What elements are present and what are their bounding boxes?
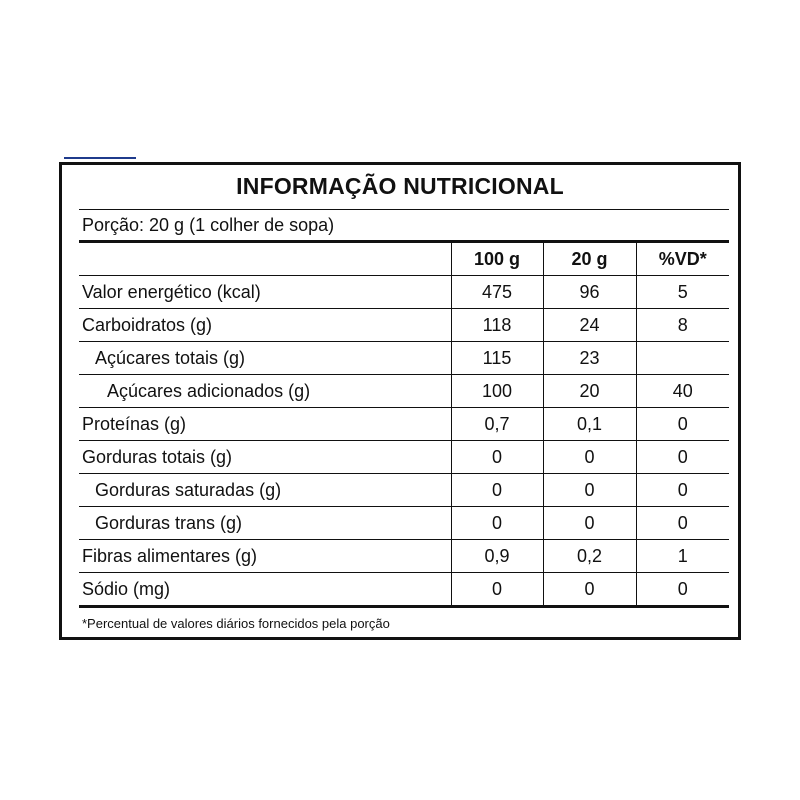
value-100g: 0 (451, 573, 543, 607)
nutrient-name: Carboidratos (g) (79, 309, 451, 342)
nutrition-label (59, 162, 741, 640)
nutrient-name: Sódio (mg) (79, 573, 451, 607)
value-vd: 0 (636, 573, 729, 607)
portion-size: Porção: 20 g (1 colher de sopa) (79, 209, 729, 243)
nutrient-name: Gorduras totais (g) (79, 441, 451, 474)
value-20g: 0,1 (543, 408, 636, 441)
value-20g: 0,2 (543, 540, 636, 573)
label-body (79, 209, 729, 631)
header-row (79, 243, 729, 276)
table-row (79, 309, 729, 342)
value-vd: 0 (636, 408, 729, 441)
value-20g: 0 (543, 441, 636, 474)
value-20g: 0 (543, 507, 636, 540)
value-20g: 0 (543, 474, 636, 507)
value-20g: 0 (543, 573, 636, 607)
value-vd: 1 (636, 540, 729, 573)
nutrient-name: Proteínas (g) (79, 408, 451, 441)
value-vd: 0 (636, 507, 729, 540)
value-100g: 100 (451, 375, 543, 408)
nutrient-name: Fibras alimentares (g) (79, 540, 451, 573)
value-20g: 20 (543, 375, 636, 408)
value-100g: 118 (451, 309, 543, 342)
table-row (79, 375, 729, 408)
table-row (79, 540, 729, 573)
value-vd: 0 (636, 474, 729, 507)
value-100g: 0 (451, 441, 543, 474)
footnote: *Percentual de valores diários fornecidos pela porção (82, 616, 390, 631)
table-row (79, 342, 729, 375)
value-100g: 0,9 (451, 540, 543, 573)
table-row (79, 507, 729, 540)
header-20g: 20 g (543, 243, 636, 276)
value-vd (636, 342, 729, 375)
header-vd: %VD* (636, 243, 729, 276)
value-20g: 96 (543, 276, 636, 309)
table-row (79, 276, 729, 309)
table-row (79, 474, 729, 507)
value-vd: 8 (636, 309, 729, 342)
header-100g: 100 g (451, 243, 543, 276)
value-100g: 0 (451, 507, 543, 540)
value-vd: 5 (636, 276, 729, 309)
nutrient-name: Valor energético (kcal) (79, 276, 451, 309)
value-20g: 24 (543, 309, 636, 342)
value-100g: 0,7 (451, 408, 543, 441)
value-100g: 475 (451, 276, 543, 309)
table-row (79, 441, 729, 474)
value-vd: 40 (636, 375, 729, 408)
value-vd: 0 (636, 441, 729, 474)
nutrient-name: Açúcares totais (g) (79, 342, 451, 375)
nutrient-name: Açúcares adicionados (g) (79, 375, 451, 408)
value-100g: 115 (451, 342, 543, 375)
nutrition-table (79, 243, 729, 608)
nutrient-name: Gorduras trans (g) (79, 507, 451, 540)
value-20g: 23 (543, 342, 636, 375)
label-title: INFORMAÇÃO NUTRICIONAL (236, 173, 564, 199)
value-100g: 0 (451, 474, 543, 507)
table-row (79, 408, 729, 441)
nutrient-name: Gorduras saturadas (g) (79, 474, 451, 507)
table-row (79, 573, 729, 607)
top-accent-rule (64, 157, 136, 159)
header-blank (79, 243, 451, 276)
